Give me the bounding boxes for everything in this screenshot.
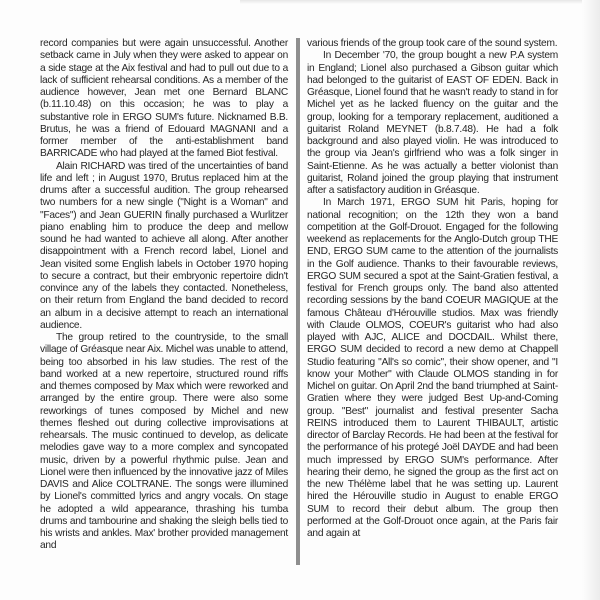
scan-shadow-top bbox=[240, 0, 600, 4]
paragraph: The group retired to the countryside, to the small village of Gréasque near Aix. Michel was unable to attend, being too absorbed in his law studies. The rest of the band worked at a new repertoire, structured round riffs and themes composed by Max which were reworked and arranged by the entire group. There were also some reworkings of tunes composed by Michel and new themes fleshed out during collective improvisations at rehearsals. The music continued to develop, as delicate melodies gave way to a more complex and syncopated music, driven by a powerful rhythmic pulse. Jean and Lionel were then influenced by the innovative jazz of Miles DAVIS and Alice COLTRANE. The songs were illumined by Lionel's committed lyrics and angry vocals. On stage he adopted a wild appearance, thrashing his tumba drums and tambourine and shaking the sleigh bells tied to his wrists and ankles. Max' brother provided management and bbox=[40, 332, 288, 552]
column-divider bbox=[296, 38, 300, 565]
paragraph: In December '70, the group bought a new P.A system in England; Lionel also purchased a Gibson guitar which had belonged to the guitarist of EAST OF EDEN. Back in Gréasque, Lionel found that he wasn't ready to stand in for Michel yet as he lacked fluency on the guitar and the group, looking for a temporary replacement, auditioned a guitarist Roland MEYNET (b.8.7.48). He had a folk background and also played violin. He was introduced to the group via Jean's girlfriend who was a folk singer in Saint-Etienne. As he was actually a better violonist than guitarist, Roland joined the group playing that instrument after a satisfactory audition in Gréasque. bbox=[307, 50, 558, 196]
paragraph: record companies but were again unsuccessful. Another setback came in July when they were asked to appear on a side stage at the Aix festival and had to pull out due to a lack of sufficient rehearsal conditions. As a member of the audience however, Jean met one Bernard BLANC (b.11.10.48) on this occasion; he was to play a substantive role in ERGO SUM's future. Nicknamed B.B. Brutus, he was a friend of Edouard MAGNANI and a former member of the anti-establishment band BARRICADE who had played at the famed Biot festival. bbox=[40, 38, 288, 160]
right-column bbox=[307, 38, 558, 540]
paragraph: various friends of the group took care of the sound system. bbox=[307, 38, 558, 49]
paragraph: Alain RICHARD was tired of the uncertainties of band life and left ; in August 1970, Brutus replaced him at the drums after a successful audition. The group rehearsed two numbers for a new single ("Night is a Woman" and "Faces") and Jean GUERIN finally purchased a Wurlitzer piano enabling him to produce the deep and mellow sound he had wanted to achieve all along. After another disappointment with a French record label, Lionel and Jean visited some English labels in October 1970 hoping to secure a contract, but their embryonic repertoire didn't convince any of the labels they contacted. Nonetheless, on their return from England the band decided to record an album in a decisive attempt to reach an international audience. bbox=[40, 160, 288, 331]
scan-shadow-right bbox=[582, 0, 600, 600]
left-column bbox=[40, 38, 288, 553]
paragraph: In March 1971, ERGO SUM hit Paris, hoping for national recognition; on the 12th they won a band competition at the Golf-Drouot. Engaged for the following weekend as replacements for the Anglo-Dutch group THE END, ERGO SUM came to the attention of the journalists in the Golf audience. Thanks to their favourable reviews, ERGO SUM secured a spot at the Saint-Gratien festival, a festival for French groups only. The band also attented recording sessions by the band COEUR MAGIQUE at the famous Château d'Hérouville studios. Max was friendly with Claude OLMOS, COEUR's guitarist who had also played with AJC, ALICE and DOCDAIL. Whilst there, ERGO SUM decided to record a new demo at Chappell Studio featuring "All's so comic", their show opener, and "I know your Mother" with Claude OLMOS standing in for Michel on guitar. On April 2nd the band triumphed at Saint-Gratien where they were judged Best Up-and-Coming group. "Best" journalist and festival presenter Sacha REINS introduced them to Laurent THIBAULT, artistic director of Barclay Records. He had been at the festival for the performance of his protegé Joël DAYDE and had been much impressed by ERGO SUM's performance. After hearing their demo, he signed the group as the first act on the new Thélème label that he was setting up. Laurent hired the Hérouville studio in August to enable ERGO SUM to record their debut album. The group then performed at the Golf-Drouot once again, at the Paris fair and again at bbox=[307, 197, 558, 539]
